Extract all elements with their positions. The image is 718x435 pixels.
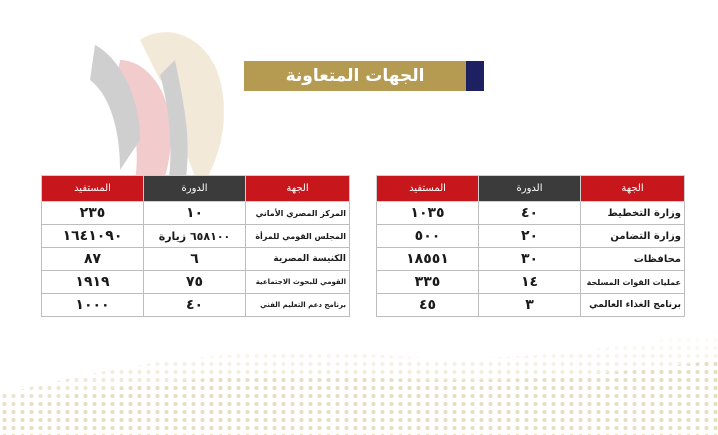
entity-cell: الكنيسة المصرية <box>246 248 350 271</box>
beneficiary-cell: ١٩١٩ <box>42 271 144 294</box>
beneficiary-cell: ٨٧ <box>42 248 144 271</box>
header-round: الدورة <box>479 176 581 202</box>
entity-cell: المركز المصري الأماني <box>246 202 350 225</box>
round-cell: ٣ <box>479 294 581 317</box>
beneficiary-cell: ٥٠٠ <box>377 225 479 248</box>
right-partners-table <box>376 175 685 317</box>
entity-cell: برنامج دعم التعليم الفني <box>246 294 350 317</box>
entity-cell: برنامج الغذاء العالمي <box>581 294 685 317</box>
table-row <box>377 271 685 294</box>
round-cell: ١٠ <box>144 202 246 225</box>
entity-cell: عمليات القوات المسلحة <box>581 271 685 294</box>
beneficiary-cell: ١٠٠٠ <box>42 294 144 317</box>
round-cell: ٧٥ <box>144 271 246 294</box>
table-row <box>42 248 350 271</box>
table-row <box>42 202 350 225</box>
entity-cell: وزارة التخطيط <box>581 202 685 225</box>
table-header-row <box>42 176 350 202</box>
page-title: الجهات المتعاونة <box>244 61 466 91</box>
left-partners-table <box>41 175 350 317</box>
title-accent-bar <box>466 61 484 91</box>
round-cell: ٦ <box>144 248 246 271</box>
entity-cell: وزارة التضامن <box>581 225 685 248</box>
beneficiary-cell: ٢٣٥ <box>42 202 144 225</box>
beneficiary-cell: ٣٣٥ <box>377 271 479 294</box>
round-cell: ٢٠ <box>479 225 581 248</box>
entity-cell: المجلس القومي للمرأة <box>246 225 350 248</box>
table-row <box>42 294 350 317</box>
table-row <box>42 225 350 248</box>
table-row <box>377 248 685 271</box>
round-cell: ١٤ <box>479 271 581 294</box>
round-cell: ٣٠ <box>479 248 581 271</box>
entity-cell: محافظات <box>581 248 685 271</box>
beneficiary-cell: ١٠٣٥ <box>377 202 479 225</box>
beneficiary-cell: ١٦٤١٠٩٠ <box>42 225 144 248</box>
round-cell: ٤٠ <box>144 294 246 317</box>
table-row <box>377 225 685 248</box>
table-row <box>377 202 685 225</box>
table-header-row <box>377 176 685 202</box>
beneficiary-cell: ١٨٥٥١ <box>377 248 479 271</box>
entity-cell: القومي للبحوث الاجتماعية <box>246 271 350 294</box>
header-beneficiary: المستفيد <box>42 176 144 202</box>
header-round: الدورة <box>144 176 246 202</box>
round-cell: ٤٠ <box>479 202 581 225</box>
header-beneficiary: المستفيد <box>377 176 479 202</box>
header-entity: الجهة <box>581 176 685 202</box>
round-cell: ٦٥٨١٠٠ زيارة <box>144 225 246 248</box>
beneficiary-cell: ٤٥ <box>377 294 479 317</box>
table-row <box>377 294 685 317</box>
header-entity: الجهة <box>246 176 350 202</box>
table-row <box>42 271 350 294</box>
